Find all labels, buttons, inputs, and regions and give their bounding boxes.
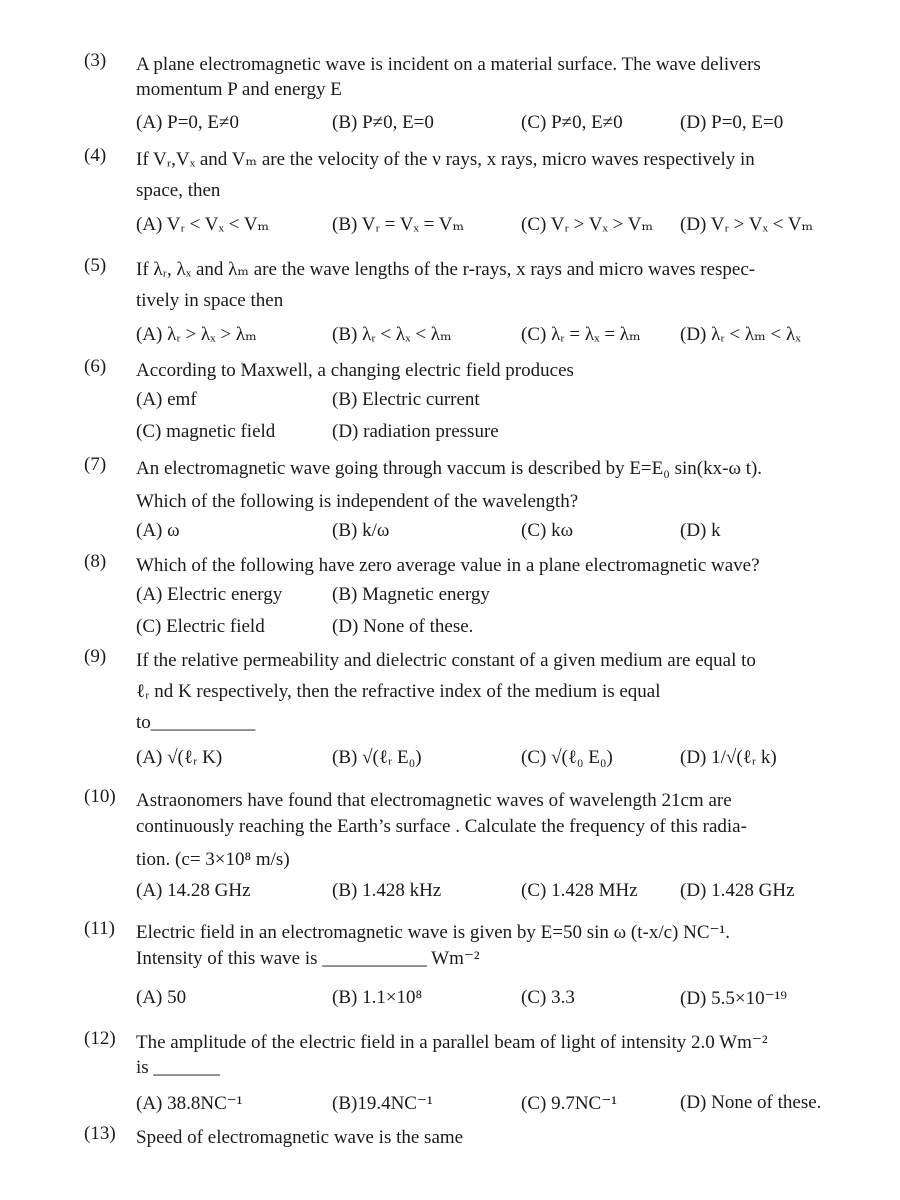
question-10	[84, 786, 830, 910]
option-a: (A) Electric energy	[136, 584, 283, 605]
question-number: (7)	[84, 454, 107, 475]
option-b: (B)19.4NC⁻¹	[332, 1093, 433, 1114]
option-d: (D) k	[680, 520, 721, 541]
question-number: (3)	[84, 50, 107, 71]
option-d: (D) radiation pressure	[332, 421, 499, 442]
option-a: (A) 14.28 GHz	[136, 880, 251, 901]
question-8	[84, 551, 830, 646]
question-text-line: If the relative permeability and dielectric constant of a given medium are equal to	[136, 650, 756, 671]
option-c: (C) 3.3	[521, 987, 575, 1008]
question-number: (6)	[84, 356, 107, 377]
question-number: (8)	[84, 551, 107, 572]
option-b: (B) 1.428 kHz	[332, 880, 442, 901]
option-a: (A) 38.8NC⁻¹	[136, 1093, 243, 1114]
option-b: (B) k/ω	[332, 520, 390, 541]
option-a: (A) Vᵣ < Vₓ < Vₘ	[136, 214, 270, 235]
option-c: (C) Vᵣ > Vₓ > Vₘ	[521, 214, 654, 235]
question-text-line: If Vᵣ,Vₓ and Vₘ are the velocity of the ν rays, x rays, micro waves respectively in	[136, 149, 755, 170]
question-text-line: tion. (c= 3×10⁸ m/s)	[136, 849, 290, 870]
option-d: (D) 1.428 GHz	[680, 880, 795, 901]
option-b: (B) λᵣ < λₓ < λₘ	[332, 324, 452, 345]
option-c: (C) λᵣ = λₓ = λₘ	[521, 324, 641, 345]
question-6	[84, 356, 830, 451]
option-b: (B) Magnetic energy	[332, 584, 490, 605]
question-3	[84, 50, 830, 142]
option-b: (B) 1.1×10⁸	[332, 987, 423, 1008]
question-text-line: Electric field in an electromagnetic wave is given by E=50 sin ω (t-x/c) NC⁻¹.	[136, 922, 730, 943]
question-text-line: An electromagnetic wave going through vaccum is described by E=E₀ sin(kx-ω t).	[136, 458, 763, 479]
option-b: (B) Electric current	[332, 389, 480, 410]
question-12	[84, 1028, 830, 1122]
question-number: (4)	[84, 145, 107, 166]
question-text-line: If λᵣ, λₓ and λₘ are the wave lengths of the r-rays, x rays and micro waves respec-	[136, 259, 756, 280]
question-text-line: is _______	[136, 1057, 220, 1078]
option-d: (D) P=0, E=0	[680, 112, 784, 133]
question-5	[84, 255, 830, 353]
option-d: (D) Vᵣ > Vₓ < Vₘ	[680, 214, 814, 235]
question-11	[84, 918, 830, 1017]
question-number: (5)	[84, 255, 107, 276]
question-text-line: The amplitude of the electric field in a parallel beam of light of intensity 2.0 Wm⁻²	[136, 1032, 768, 1053]
option-c: (C) P≠0, E≠0	[521, 112, 623, 133]
option-d: (D) 1/√(ℓᵣ k)	[680, 747, 777, 768]
option-a: (A) λᵣ > λₓ > λₘ	[136, 324, 257, 345]
option-b: (B) √(ℓᵣ E₀)	[332, 747, 422, 768]
question-text-line: A plane electromagnetic wave is incident on a material surface. The wave delivers	[136, 54, 761, 75]
question-text-line: space, then	[136, 180, 221, 201]
question-text-line: Intensity of this wave is ___________ Wm⁻²	[136, 948, 480, 969]
question-text-line: Which of the following is independent of the wavelength?	[136, 491, 579, 512]
question-text-line: Which of the following have zero average value in a plane electromagnetic wave?	[136, 555, 760, 576]
option-a: (A) P=0, E≠0	[136, 112, 239, 133]
question-text-line: According to Maxwell, a changing electric field produces	[136, 360, 574, 381]
question-text-line: continuously reaching the Earth’s surface . Calculate the frequency of this radia-	[136, 816, 747, 837]
option-d: (D) None of these.	[332, 616, 474, 637]
option-a: (A) 50	[136, 987, 187, 1008]
option-b: (B) Vᵣ = Vₓ = Vₘ	[332, 214, 465, 235]
question-text-line: momentum P and energy E	[136, 79, 342, 100]
question-9	[84, 646, 830, 777]
option-b: (B) P≠0, E=0	[332, 112, 434, 133]
question-text-line: ℓᵣ nd K respectively, then the refractive index of the medium is equal	[136, 681, 661, 702]
option-d: (D) λᵣ < λₘ < λₓ	[680, 324, 801, 345]
option-c: (C) Electric field	[136, 616, 265, 637]
option-a: (A) ω	[136, 520, 180, 541]
option-c: (C) kω	[521, 520, 574, 541]
question-number: (12)	[84, 1028, 116, 1049]
option-a: (A) √(ℓᵣ K)	[136, 747, 223, 768]
question-text-line: Speed of electromagnetic wave is the same	[136, 1127, 464, 1148]
option-c: (C) 1.428 MHz	[521, 880, 638, 901]
question-13	[84, 1123, 830, 1152]
question-text-line: to___________	[136, 712, 256, 733]
question-7	[84, 454, 830, 550]
question-text-line: Astraonomers have found that electromagnetic waves of wavelength 21cm are	[136, 790, 732, 811]
option-d: (D) None of these.	[680, 1092, 822, 1113]
question-4	[84, 145, 830, 243]
question-number: (11)	[84, 918, 115, 939]
option-c: (C) magnetic field	[136, 421, 276, 442]
question-number: (13)	[84, 1123, 116, 1144]
option-d: (D) 5.5×10⁻¹⁹	[680, 988, 787, 1009]
question-number: (9)	[84, 646, 107, 667]
question-number: (10)	[84, 786, 116, 807]
option-a: (A) emf	[136, 389, 197, 410]
question-text-line: tively in space then	[136, 290, 284, 311]
option-c: (C) 9.7NC⁻¹	[521, 1093, 617, 1114]
option-c: (C) √(ℓ₀ E₀)	[521, 747, 613, 768]
